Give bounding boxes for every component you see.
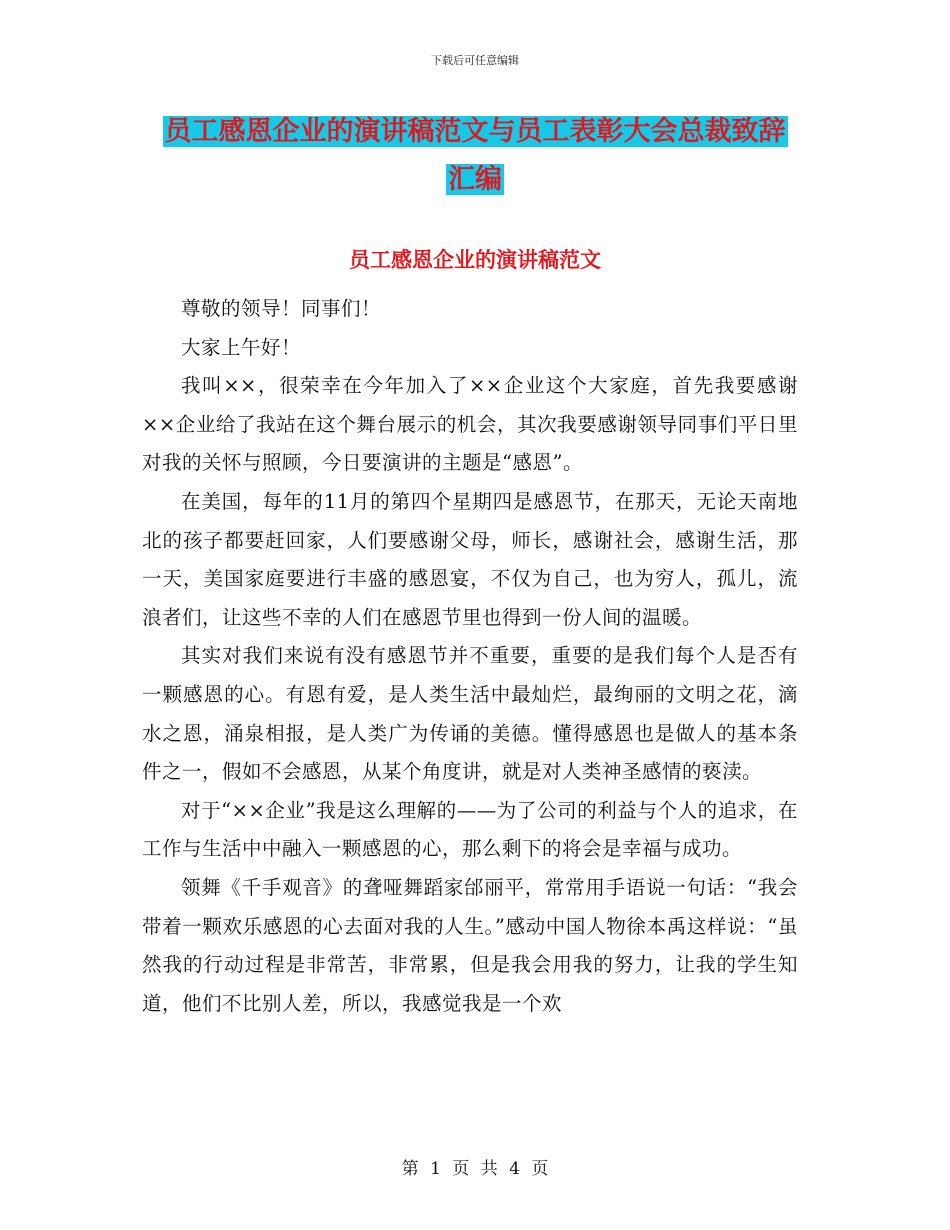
paragraph: 大家上午好！ xyxy=(181,335,302,359)
body-text xyxy=(142,290,798,1023)
paragraph: 领舞《千手观音》的聋哑舞蹈家邰丽平，常常用手语说一句话：“我会带着一颗欢乐感恩的心去面对我的人生。”感动中国人物徐本禹这样说：“虽然我的行动过程是非常苦，非常累，但是我会用我的努力，让我的学生知道，他们不比别人差，所以，我感觉我是一个欢 xyxy=(142,875,798,1015)
paragraph: 其实对我们来说有没有感恩节并不重要，重要的是我们每个人是否有一颗感恩的心。有恩有爱，是人类生活中最灿烂，最绚丽的文明之花，滴水之恩，涌泉相报，是人类广为传诵的美德。懂得感恩也是做人的基本条件之一，假如不会感恩，从某个角度讲，就是对人类神圣感情的亵渎。 xyxy=(142,644,798,784)
paragraph: 尊敬的领导！同事们！ xyxy=(181,297,382,320)
title-line-1: 员工感恩企业的演讲稿范文与员工表彰大会总裁致辞 xyxy=(164,116,786,147)
paragraph: 在美国，每年的11月的第四个星期四是感恩节，在那天，无论天南地北的孩子都要赶回家，人们要感谢父母，师长，感谢社会，感谢生活，那一天，美国家庭要进行丰盛的感恩宴，不仅为自己，也为穷人，孤儿，流浪者们，让这些不幸的人们在感恩节里也得到一份人间的温暖。 xyxy=(142,489,798,629)
page-footer: 第 1 页 共 4 页 xyxy=(401,1159,549,1179)
paragraph: 我叫××，很荣幸在今年加入了××企业这个大家庭，首先我要感谢××企业给了我站在这个舞台展示的机会，其次我要感谢领导同事们平日里对我的关怀与照顾，今日要演讲的主题是“感恩”。 xyxy=(142,374,798,475)
title-line-2: 汇编 xyxy=(448,164,502,195)
section-title: 员工感恩企业的演讲稿范文 xyxy=(349,247,601,272)
document-title xyxy=(140,108,810,204)
header-note: 下载后可任意编辑 xyxy=(431,54,519,67)
paragraph: 对于“××企业”我是这么理解的——为了公司的利益与个人的追求，在工作与生活中中融入一颗感恩的心，那么剩下的将会是幸福与成功。 xyxy=(142,798,798,861)
